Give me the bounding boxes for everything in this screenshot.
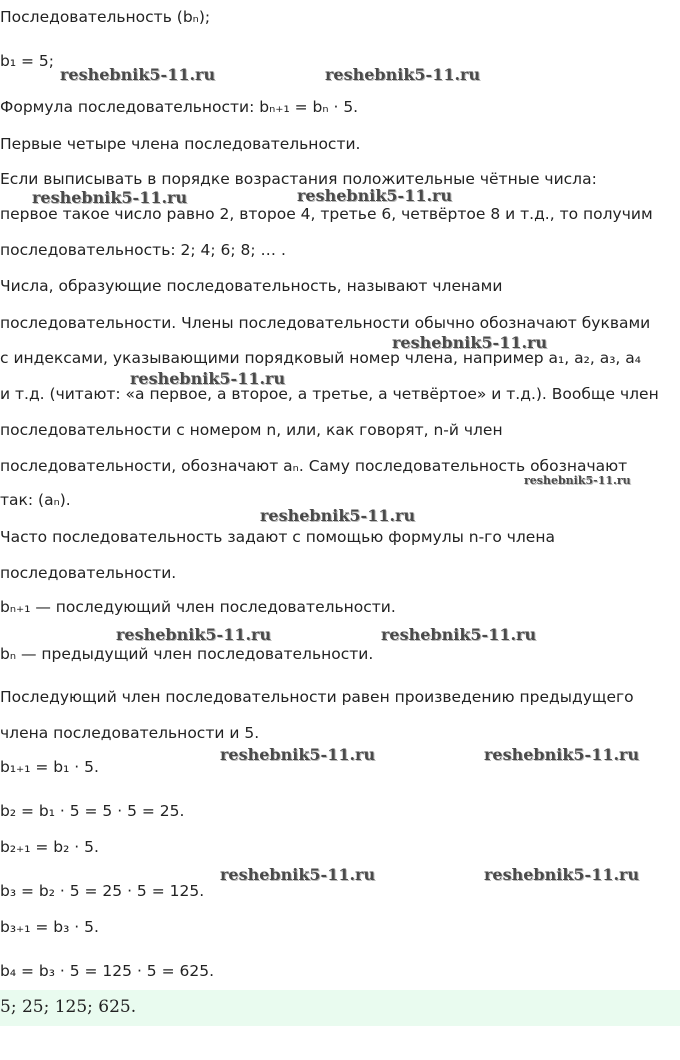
text-line: b₂ = b₁ · 5 = 5 · 5 = 25. [0,802,185,820]
text-line: с индексами, указывающими порядковый номер члена, например a₁, a₂, a₃, a₄ [0,349,641,367]
text-line: последовательности, обозначают aₙ. Саму последовательность обозначают [0,457,628,475]
text-line: Формула последовательности: bₙ₊₁ = bₙ · 5. [0,98,359,116]
text-line: Часто последовательность задают с помощью формулы n-го члена [0,528,555,546]
watermark: reshebnik5-11.ru [484,745,640,764]
text-line: члена последовательности и 5. [0,724,260,742]
text-line: b₁₊₁ = b₁ · 5. [0,758,99,776]
watermark: reshebnik5-11.ru [381,625,537,644]
answer-box [0,990,680,1026]
text-line: Последовательность (bₙ); [0,8,211,26]
text-line: последовательности с номером n, или, как говорят, n-й член [0,421,503,439]
text-line: последовательность: 2; 4; 6; 8; … . [0,241,286,259]
watermark: reshebnik5-11.ru [260,506,416,525]
text-line: первое такое число равно 2, второе 4, третье 6, четвёртое 8 и т.д., то получим [0,205,653,223]
text-line: последовательности. [0,564,177,582]
text-line: b₁ = 5; [0,52,54,70]
watermark: reshebnik5-11.ru [60,65,216,84]
watermark: reshebnik5-11.ru [32,188,188,207]
text-line: b₃ = b₂ · 5 = 25 · 5 = 125. [0,882,205,900]
watermark: reshebnik5-11.ru [297,186,453,205]
text-line: последовательности. Члены последовательности обычно обозначают буквами [0,314,651,332]
watermark: reshebnik5-11.ru [220,745,376,764]
watermark: reshebnik5-11.ru [220,865,376,884]
text-line: Последующий член последовательности равен произведению предыдущего [0,688,634,706]
watermark: reshebnik5-11.ru [130,369,286,388]
watermark: reshebnik5-11.ru [392,333,548,352]
text-line: так: (aₙ). [0,491,71,509]
text-line: Числа, образующие последовательность, называют членами [0,277,503,295]
text-line: bₙ₊₁ — последующий член последовательности. [0,598,396,616]
watermark: reshebnik5-11.ru [116,625,272,644]
text-line: bₙ — предыдущий член последовательности. [0,645,374,663]
text-line: и т.д. (читают: «a первое, a второе, a третье, a четвёртое» и т.д.). Вообще член [0,385,659,403]
text-line: Если выписывать в порядке возрастания положительные чётные числа: [0,170,597,188]
watermark: reshebnik5-11.ru [325,65,481,84]
text-line: b₃₊₁ = b₃ · 5. [0,918,99,936]
answer-text: 5; 25; 125; 625. [0,997,137,1017]
text-line: Первые четыре члена последовательности. [0,135,361,153]
text-line: b₄ = b₃ · 5 = 125 · 5 = 625. [0,962,215,980]
watermark: reshebnik5-11.ru [524,474,631,487]
text-line: b₂₊₁ = b₂ · 5. [0,838,99,856]
watermark: reshebnik5-11.ru [484,865,640,884]
